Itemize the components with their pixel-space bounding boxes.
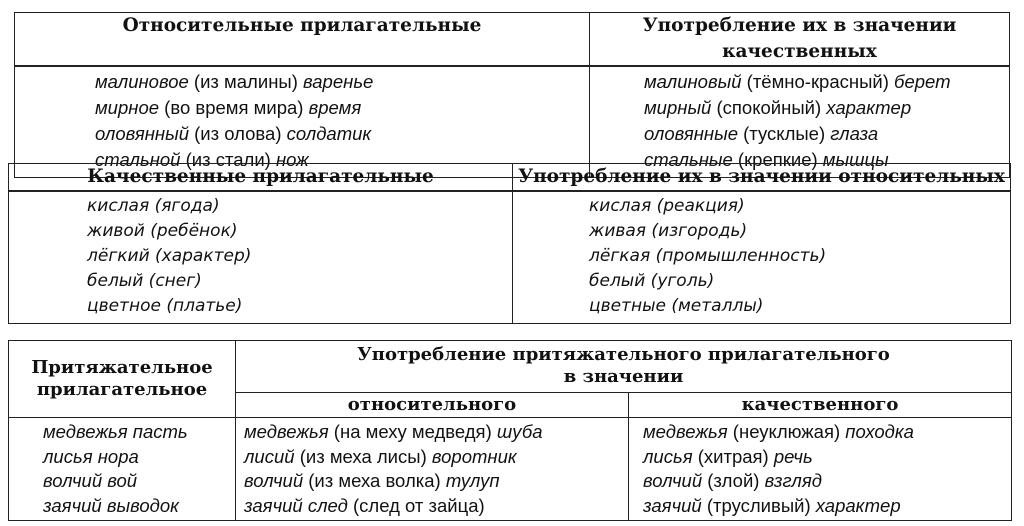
table3-header-usage-line2: в значении [563,366,684,388]
table2-left-cell [9,191,513,324]
table3-col3-line: волчий (злой) взгляд [643,470,822,491]
table3-col3-line: лисья (хитрая) речь [643,445,813,467]
table3-header-possessive [9,341,236,418]
table3-col2-line: медвежья (на меху медведя) шуба [244,421,543,442]
table3-col1-line: медвежья пасть [43,421,188,442]
table3-header-usage [236,341,1012,393]
table3-col3-line: медвежья (неуклюжая) походка [643,421,914,442]
table2-left-line: лёгкий (характер) [87,246,252,266]
table1-left-line: стальной (из стали) нож [95,149,309,170]
table2-left-line: белый (снег) [87,271,202,291]
table3-header-usage-line1: Употребление притяжательного прилагательного [357,344,890,366]
table2-right-line: лёгкая (промышленность) [589,246,827,266]
table2-right-line: кислая (реакция) [589,196,745,216]
table3-col3-cell [629,418,1012,521]
table3-col2-cell [236,418,629,521]
table3-header-possessive-line1: Притяжательное [31,357,213,378]
table3-col1-line: лисья нора [43,445,139,467]
table1-right-cell [590,66,1010,178]
table2-right-line: цветные (металлы) [589,296,764,316]
qualitative-adjectives-table [8,163,1011,324]
table1-left-line: малиновое (из малины) варенье [95,71,374,92]
table2-right-line: белый (уголь) [589,271,715,291]
table1-right-line: оловянные (тусклые) глаза [644,123,879,144]
table2-left-line: кислая (ягода) [87,196,220,216]
table1-right-line: мирный (спокойный) характер [644,97,912,118]
table2-right-line: живая (изгородь) [589,221,748,241]
table1-header-left: Относительные прилагательные [15,13,590,67]
table3-col3-line: заячий (трусливый) характер [643,494,901,516]
table3-col1-line: заячий выводок [43,494,179,516]
table3-col1-cell [9,418,236,521]
table2-left-line: цветное (платье) [87,296,243,316]
table3-col2-line: лисий (из меха лисы) воротник [244,445,517,467]
table1-right-line: стальные (крепкие) мышцы [644,149,889,170]
table2-header-left: Качественные прилагательные [9,164,513,192]
table1-left-line: оловянный (из олова) солдатик [95,123,372,144]
table3-col2-line: волчий (из меха волка) тулуп [244,470,500,491]
table1-left-cell [15,66,590,178]
table3-col2-line: заячий след (след от зайца) [244,494,485,516]
table2-right-cell [513,191,1011,324]
table3-subheader-relative: относительного [236,392,629,417]
relative-adjectives-table [14,12,1010,178]
table1-right-line: малиновый (тёмно-красный) берет [644,71,951,92]
table1-header-right: Употребление их в значении качественных [590,13,1010,67]
possessive-adjectives-table [8,340,1012,521]
table2-left-line: живой (ребёнок) [87,221,238,241]
table1-left-line: мирное (во время мира) время [95,97,362,118]
table2-header-right: Употребление их в значении относительных [513,164,1011,192]
table3-header-possessive-line2: прилагательное [36,379,208,400]
table3-col1-line: волчий вой [43,470,138,491]
table3-subheader-qualitative: качественного [629,392,1012,417]
